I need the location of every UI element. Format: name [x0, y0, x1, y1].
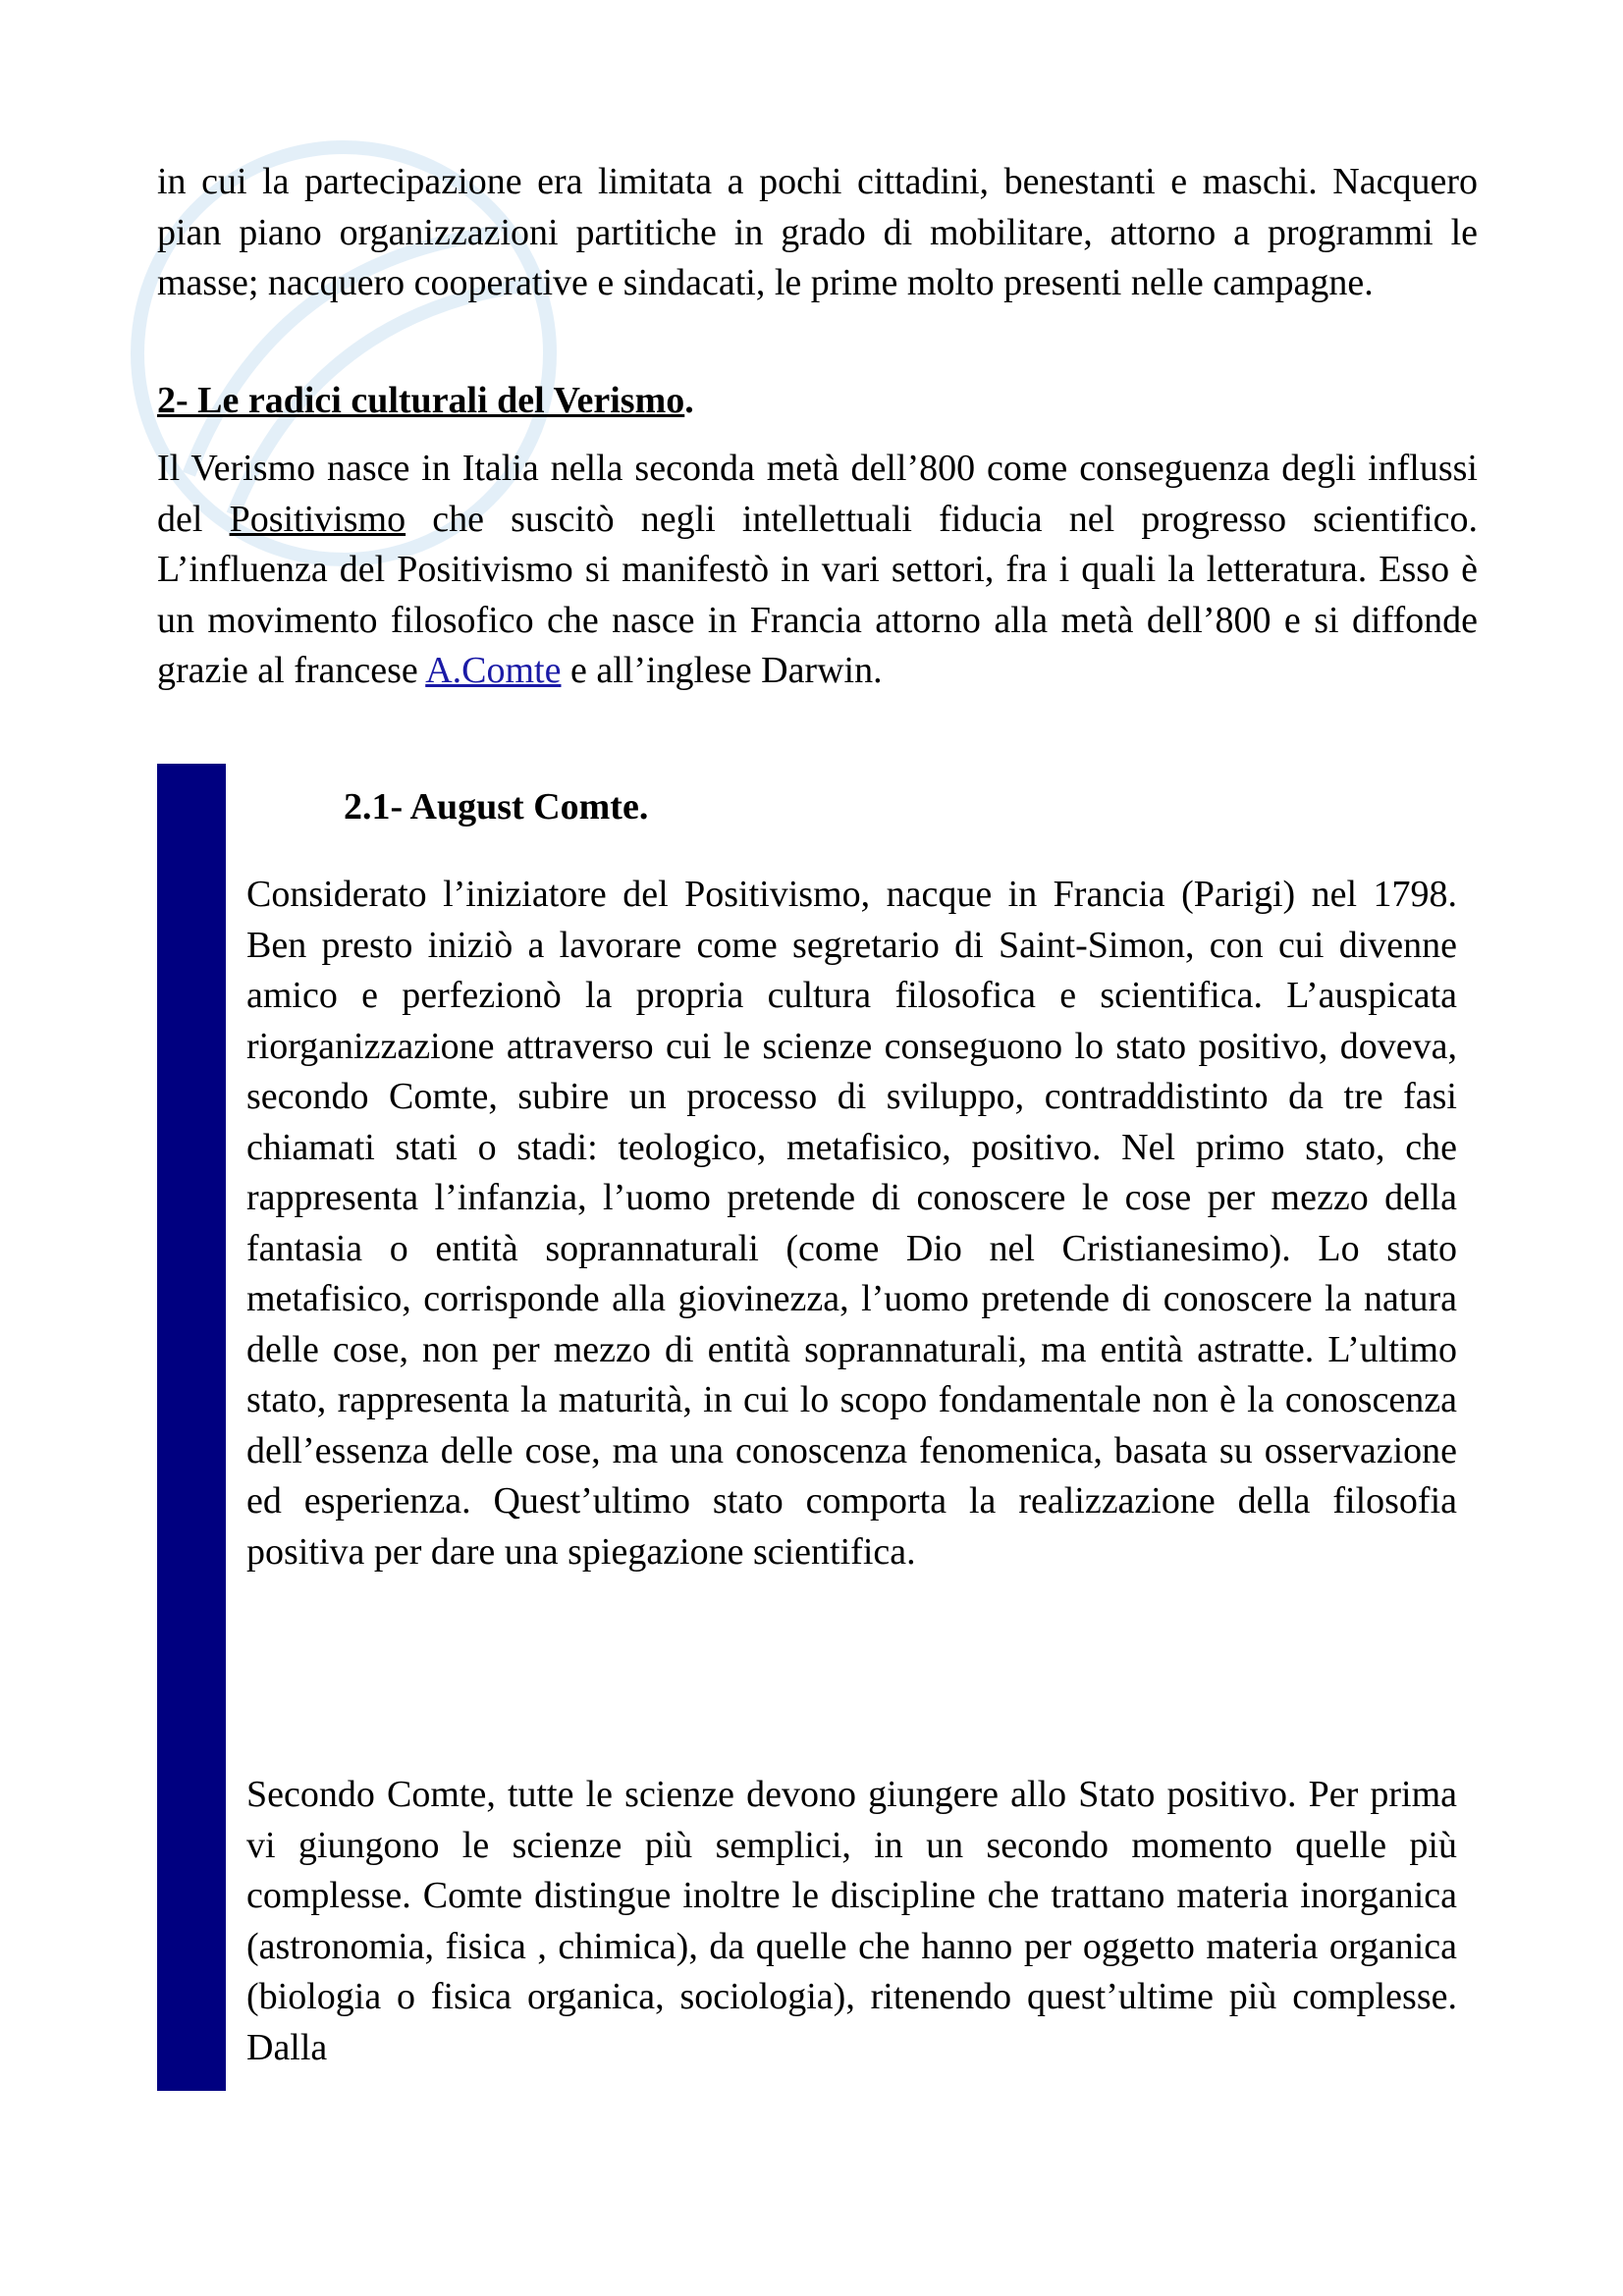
verismo-paragraph — [157, 444, 1478, 697]
subsection-heading: 2.1- August Comte. — [344, 786, 649, 828]
section-heading-text: 2- Le radici culturali del Verismo — [157, 380, 685, 421]
verismo-text-part2: che suscitò negli intellettuali fiducia nel progresso scientifico. L’influenza del Positivismo si manifestò in vari settori, fra i quali la letteratura. Esso è un movimento filosofico che nasce in Francia attorno alla metà dell’800 e si diffonde grazie al francese — [157, 498, 1478, 691]
comte-link[interactable]: A.Comte — [425, 650, 562, 691]
comte-paragraph-2: Secondo Comte, tutte le scienze devono giungere allo Stato positivo. Per prima vi giungono le scienze più semplici, in un secondo momento quelle più complesse. Comte distingue inoltre le discipline che trattano materia inorganica (astronomia, fisica , chimica), da quelle che hanno per oggetto materia organica (biologia o fisica organica, sociologia), ritenendo quest’ultime più complesse. Dalla — [246, 1774, 1457, 2068]
verismo-text-part1: Il Verismo nasce in Italia nella seconda metà dell’800 come conseguenza degli influssi del — [157, 448, 1478, 540]
section-heading — [157, 376, 694, 427]
sidebar-color-bar — [157, 764, 226, 2091]
intro-paragraph: in cui la partecipazione era limitata a pochi cittadini, benestanti e maschi. Nacquero pian piano organizzazioni partitiche in grado di mobilitare, attorno a programmi le masse; nacquero cooperative e sindacati, le prime molto presenti nelle campagne. — [157, 161, 1478, 303]
positivismo-link[interactable]: Positivismo — [229, 498, 406, 540]
verismo-text-part3: e all’inglese Darwin. — [561, 650, 883, 691]
section-heading-period: . — [684, 380, 694, 421]
comte-paragraph-1: Considerato l’iniziatore del Positivismo, nacque in Francia (Parigi) nel 1798. Ben presto iniziò a lavorare come segretario di Saint-Simon, con cui divenne amico e perfezionò la propria cultura filosofica e scientifica. L’auspicata riorganizzazione attraverso cui le scienze conseguono lo stato positivo, doveva, secondo Comte, subire un processo di sviluppo, contraddistinto da tre fasi chiamati stati o stadi: teologico, metafisico, positivo. Nel primo stato, che rappresenta l’infanzia, l’uomo pretende di conoscere le cose per mezzo della fantasia o entità soprannaturali (come Dio nel Cristianesimo). Lo stato metafisico, corrisponde alla giovinezza, l’uomo pretende di conoscere la natura delle cose, non per mezzo di entità soprannaturali, ma entità astratte. L’ultimo stato, rappresenta la maturità, in cui lo scopo fondamentale non è la conoscenza dell’essenza delle cose, ma una conoscenza fenomenica, basata su osservazione ed esperienza. Quest’ultimo stato comporta la realizzazione della filosofia positiva per dare una spiegazione scientifica. — [246, 874, 1457, 1573]
